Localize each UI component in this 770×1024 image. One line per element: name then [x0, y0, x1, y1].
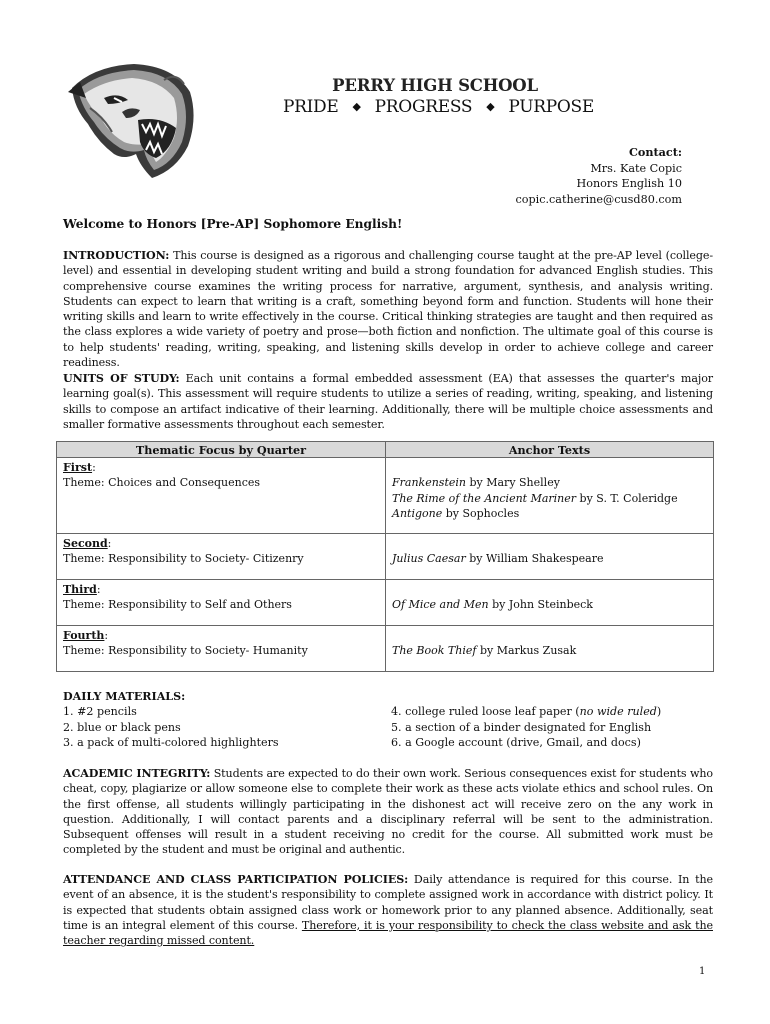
quarter-theme: Theme: Responsibility to Society- Humanity — [63, 644, 308, 658]
text-author: by Markus Zusak — [476, 644, 577, 658]
course-name: Honors English 10 — [576, 177, 682, 190]
table-row — [57, 458, 714, 534]
anchor-texts-cell — [386, 580, 714, 626]
quarter-cell — [57, 626, 386, 672]
text-author: by John Steinbeck — [488, 598, 593, 612]
units-table — [56, 441, 714, 672]
quarter-colon: : — [96, 583, 101, 596]
text-title: Frankenstein — [392, 476, 466, 490]
column-header-focus: Thematic Focus by Quarter — [57, 442, 386, 458]
column-header-texts: Anchor Texts — [386, 442, 714, 458]
anchor-texts-cell — [386, 458, 714, 534]
text-author: by Mary Shelley — [465, 476, 560, 490]
quarter-name: Third — [63, 583, 97, 596]
quarter-colon: : — [104, 629, 109, 642]
table-row — [57, 580, 714, 626]
contact-block — [515, 145, 682, 207]
daily-materials — [63, 689, 713, 749]
table-header-row — [57, 442, 714, 458]
contact-label: Contact: — [628, 145, 682, 159]
anchor-texts-cell — [386, 626, 714, 672]
introduction-text: This course is designed as a rigorous and challenging course taught at the pre-AP level (college-level) and essential in developing student writing and build a strong foundation for advanced English studies. This comprehensive course examines the writing process for narrative, argument, synthesis, and analysis writing. Students can expect to learn that writing is a craft, something beyond form and function. Students will hone their writing skills and learn to write effectively in the course. Critical thinking strategies are taught and then required as the class explores a wide variety of poetry and prose—both fiction and nonfiction. The ultimate goal of this course is to help students' reading, writing, speaking, and listening skills develop in order to achieve college and career readiness. — [63, 249, 713, 370]
list-item — [391, 704, 661, 719]
integrity-paragraph — [63, 766, 713, 858]
list-item: 5. a section of a binder designated for English — [391, 720, 652, 734]
quarter-theme: Theme: Responsibility to Self and Others — [63, 598, 292, 612]
quarter-cell — [57, 580, 386, 626]
motto-word: PRIDE — [283, 97, 339, 117]
text-title: Julius Caesar — [392, 552, 466, 566]
units-text: Each unit contains a formal embedded assessment (EA) that assesses the quarter's major learning goal(s). This assessment will require students to utilize a series of reading, writing, speaking, and listening skills to compose an artifact indicative of their learning. Additionally, there will be multiple choice assessments and smaller formative assessments throughout each semester. — [63, 372, 713, 431]
units-heading: UNITS OF STUDY: — [63, 372, 180, 385]
list-item: 2. blue or black pens — [63, 720, 181, 734]
list-item: 1. #2 pencils — [63, 705, 137, 719]
list-item-text: 4. college ruled loose leaf paper ( — [391, 705, 580, 719]
page-number: 1 — [699, 966, 706, 977]
quarter-name: Second — [63, 537, 108, 550]
welcome-heading: Welcome to Honors [Pre-AP] Sophomore English! — [63, 217, 403, 231]
quarter-name: Fourth — [63, 629, 105, 642]
quarter-theme: Theme: Responsibility to Society- Citizenry — [63, 552, 304, 566]
table-row — [57, 626, 714, 672]
quarter-cell — [57, 458, 386, 534]
quarter-cell — [57, 534, 386, 580]
list-item: 6. a Google account (drive, Gmail, and docs) — [391, 735, 641, 749]
text-title: Of Mice and Men — [392, 598, 489, 612]
quarter-theme: Theme: Choices and Consequences — [63, 476, 261, 490]
list-item: 3. a pack of multi-colored highlighters — [63, 735, 279, 749]
attendance-heading: ATTENDANCE AND CLASS PARTICIPATION POLICIES: — [63, 873, 409, 886]
quarter-name: First — [63, 461, 93, 474]
motto-word: PROGRESS — [374, 97, 473, 117]
introduction-paragraph — [63, 248, 713, 370]
list-item-emphasis: no wide ruled — [579, 705, 657, 719]
school-motto — [283, 97, 594, 117]
text-author: by William Shakespeare — [465, 552, 604, 566]
attendance-underlined-text: Therefore, it is your responsibility to check the class website and ask the teacher regarding missed content. — [63, 918, 713, 948]
materials-list-right — [391, 704, 661, 750]
list-item-text: ) — [656, 705, 662, 719]
quarter-colon: : — [107, 537, 112, 550]
text-title: The Book Thief — [392, 644, 477, 658]
diamond-separator-icon: ◆ — [486, 100, 495, 113]
materials-heading: DAILY MATERIALS: — [63, 690, 186, 703]
integrity-heading: ACADEMIC INTEGRITY: — [63, 767, 211, 780]
motto-word: PURPOSE — [508, 97, 595, 117]
table-row — [57, 534, 714, 580]
school-name: PERRY HIGH SCHOOL — [332, 76, 538, 95]
attendance-text: Daily attendance is required for this course. In the event of an absence, it is the student's responsibility to complete assigned work in accordance with district policy. It is expected that students obtain assigned class work or homework prior to any planned absence. Additionally, seat time is an integral element of this course. — [63, 873, 713, 932]
anchor-texts-cell — [386, 534, 714, 580]
text-title: The Rime of the Ancient Mariner — [392, 491, 577, 505]
attendance-paragraph — [63, 872, 713, 948]
teacher-email[interactable]: copic.catherine@cusd80.com — [515, 192, 682, 206]
materials-list-left — [63, 704, 279, 750]
integrity-text: Students are expected to do their own work. Serious consequences exist for students who cheat, copy, plagiarize or allow someone else to complete their work as these acts violate ethics and school rules. On the first offense, all students willingly participating in the dishonest act will receive zero on the any work in question. Additionally, I will contact parents and a disciplinary referral will be sent to the administration. Subsequent offenses will result in a student receiving no credit for the course. All submitted work must be completed by the student and must be original and authentic. — [63, 767, 713, 857]
introduction-heading: INTRODUCTION: — [63, 249, 170, 262]
text-author: by S. T. Coleridge — [576, 491, 678, 505]
text-author: by Sophocles — [442, 506, 520, 520]
text-title: Antigone — [392, 506, 443, 520]
teacher-name: Mrs. Kate Copic — [590, 161, 682, 175]
units-paragraph — [63, 371, 713, 432]
quarter-colon: : — [92, 461, 96, 474]
diamond-separator-icon: ◆ — [352, 100, 361, 113]
